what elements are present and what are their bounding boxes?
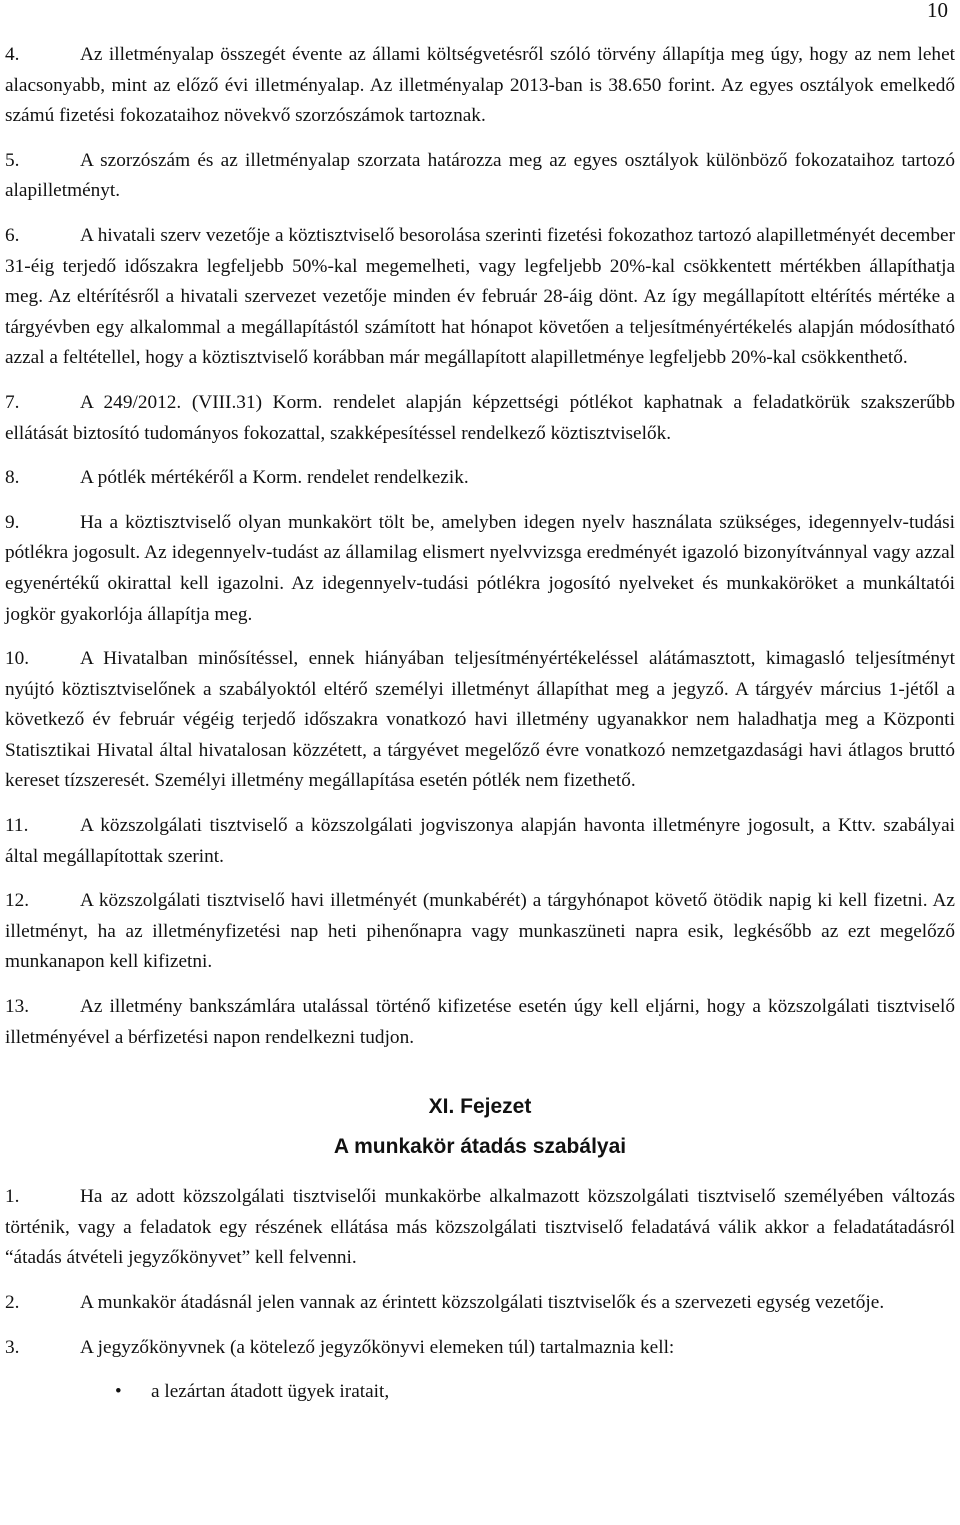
paragraph-number: 12. [5,890,30,912]
paragraph-text: A szorzószám és az illetményalap szorzata határozza meg az egyes osztályok különböző fokozataihoz tartozó alapilletményt. [5,149,955,202]
bullet-item [5,1377,955,1408]
paragraph-text: A közszolgálati tisztviselő havi illetményét (munkabérét) a tárgyhónapot követő ötödik napig ki kell fizetni. Az illetményt, ha az illetményfizetési nap heti pihenőnapra vagy munkaszüneti napra esik, legkésőbb az ezt megelőző munkanapon kell kifizetni. [5,890,955,973]
paragraph-number: 11. [5,815,29,837]
bullet-dot-icon: • [115,1381,122,1403]
paragraph [5,508,955,630]
paragraph-text: A 249/2012. (VIII.31) Korm. rendelet alapján képzettségi pótlékot kaphatnak a feladatkörük szakszerűbb ellátását biztosító tudományos fokozattal, szakképesítéssel rendelkező köztisztviselők. [5,391,955,444]
paragraph-text: A hivatali szerv vezetője a köztisztviselő besorolása szerinti fizetési fokozathoz tartozó alapilletményét december 31-éig terjedő időszakra legfeljebb 50%-kal megemelheti, vagy legfeljebb 20%-kal csökkentett mértékben állapíthatja meg. Az eltérítésről a hivatali szervezet vezetője minden év február 28-áig dönt. Az így megállapított eltérítés mértéke a tárgyévben egy alkalommal a megállapítástól számított hat hónapot követően a teljesítményértékelés alapján módosítható azzal a feltétellel, hogy a köztisztviselő korábban már megállapított alapilletménye legfeljebb 20%-kal csökkenthető. [5,224,955,369]
paragraph-text: A munkakör átadásnál jelen vannak az érintett közszolgálati tisztviselők és a szervezeti egység vezetője. [80,1292,885,1313]
paragraph [5,388,955,449]
paragraph [5,221,955,374]
paragraph-number: 10. [5,648,30,670]
paragraph-number: 9. [5,511,20,533]
page-number: 10 [927,0,948,22]
paragraph [5,886,955,978]
paragraph-number: 3. [5,1336,20,1358]
paragraph-text: A közszolgálati tisztviselő a közszolgálati jogviszonya alapján havonta illetményre jogosult, a Kttv. szabályai által megállapítottak szerint. [5,815,955,867]
paragraph-number: 2. [5,1292,20,1313]
paragraph-text: Ha az adott közszolgálati tisztviselői munkakörbe alkalmazott közszolgálati tisztviselő személyében változás történik, vagy a feladatok egy részének ellátása más közszolgálati tisztviselő feladatává válik akkor a feladatátadásról “átadás átvételi jegyzőkönyvet” kell felvenni. [5,1186,955,1269]
paragraph-text: A Hivatalban minősítéssel, ennek hiányában teljesítményértékeléssel alátámasztott, kimagasló teljesítményt nyújtó köztisztviselőnek a szabályoktól eltérő személyi illetményt állapíthat meg a jegyző. A tárgyév március 1-jétől a következő év február végéig terjedő időszakra vonatkozó havi illetmény ugyanakkor nem haladhatja meg a Központi Statisztikai Hivatal által hivatalosan közzétett, a tárgyévet megelőző évre vonatkozó nemzetgazdasági havi átlagos bruttó kereset tízszeresét. Személyi illetmény megállapítása esetén pótlék nem fizethető. [5,648,955,792]
paragraph-text: A jegyzőkönyvnek (a kötelező jegyzőkönyvi elemeken túl) tartalmaznia kell: [80,1336,675,1358]
paragraph [5,146,955,207]
paragraph-number: 13. [5,996,30,1018]
paragraph-text: Ha a köztisztviselő olyan munkakört tölt be, amelyben idegen nyelv használata szükséges, idegennyelv-tudási pótlékra jogosult. Az idegennyelv-tudást az államilag elismert nyelvvizsga eredményét igazoló bizonyítvánnyal vagy azzal egyenértékű okirattal kell igazolni. Az idegennyelv-tudási pótlékra jogosító nyelveket és munkaköröket a munkáltatói jogkör gyakorlója állapítja meg. [5,511,955,625]
bullet-list [5,1377,955,1408]
paragraph-number: 4. [5,44,20,65]
paragraph [5,811,955,872]
paragraph [5,1182,955,1274]
paragraph-number: 5. [5,149,20,171]
paragraph-text: Az illetmény bankszámlára utalással történő kifizetése esetén úgy kell eljárni, hogy a közszolgálati tisztviselő illetményével a bérfizetési napon rendelkezni tudjon. [5,996,955,1048]
document-body [5,40,955,1408]
chapter-subtitle: A munkakör átadás szabályai [333,1135,627,1159]
section-before [5,40,955,1053]
paragraph-number: 6. [5,224,20,246]
bullet-text: a lezártan átadott ügyek iratait, [151,1381,390,1403]
paragraph-number: 7. [5,391,20,413]
paragraph-number: 8. [5,467,20,489]
paragraph [5,1333,955,1364]
paragraph [5,1288,955,1319]
paragraph [5,644,955,797]
paragraph-text: Az illetményalap összegét évente az állami költségvetésről szóló törvény állapítja meg úgy, hogy az nem lehet alacsonyabb, mint az előző évi illetményalap. Az illetményalap 2013-ban is 38.650 forint. Az egyes osztályok emelkedő számú fizetési fokozataihoz növekvő szorzószámok tartoznak. [5,44,955,127]
chapter-title: XI. Fejezet [428,1095,532,1119]
paragraph-number: 1. [5,1186,20,1208]
paragraph-text: A pótlék mértékéről a Korm. rendelet rendelkezik. [80,467,469,489]
paragraph [5,463,955,494]
paragraph [5,992,955,1053]
paragraph [5,40,955,132]
section-after [5,1182,955,1363]
